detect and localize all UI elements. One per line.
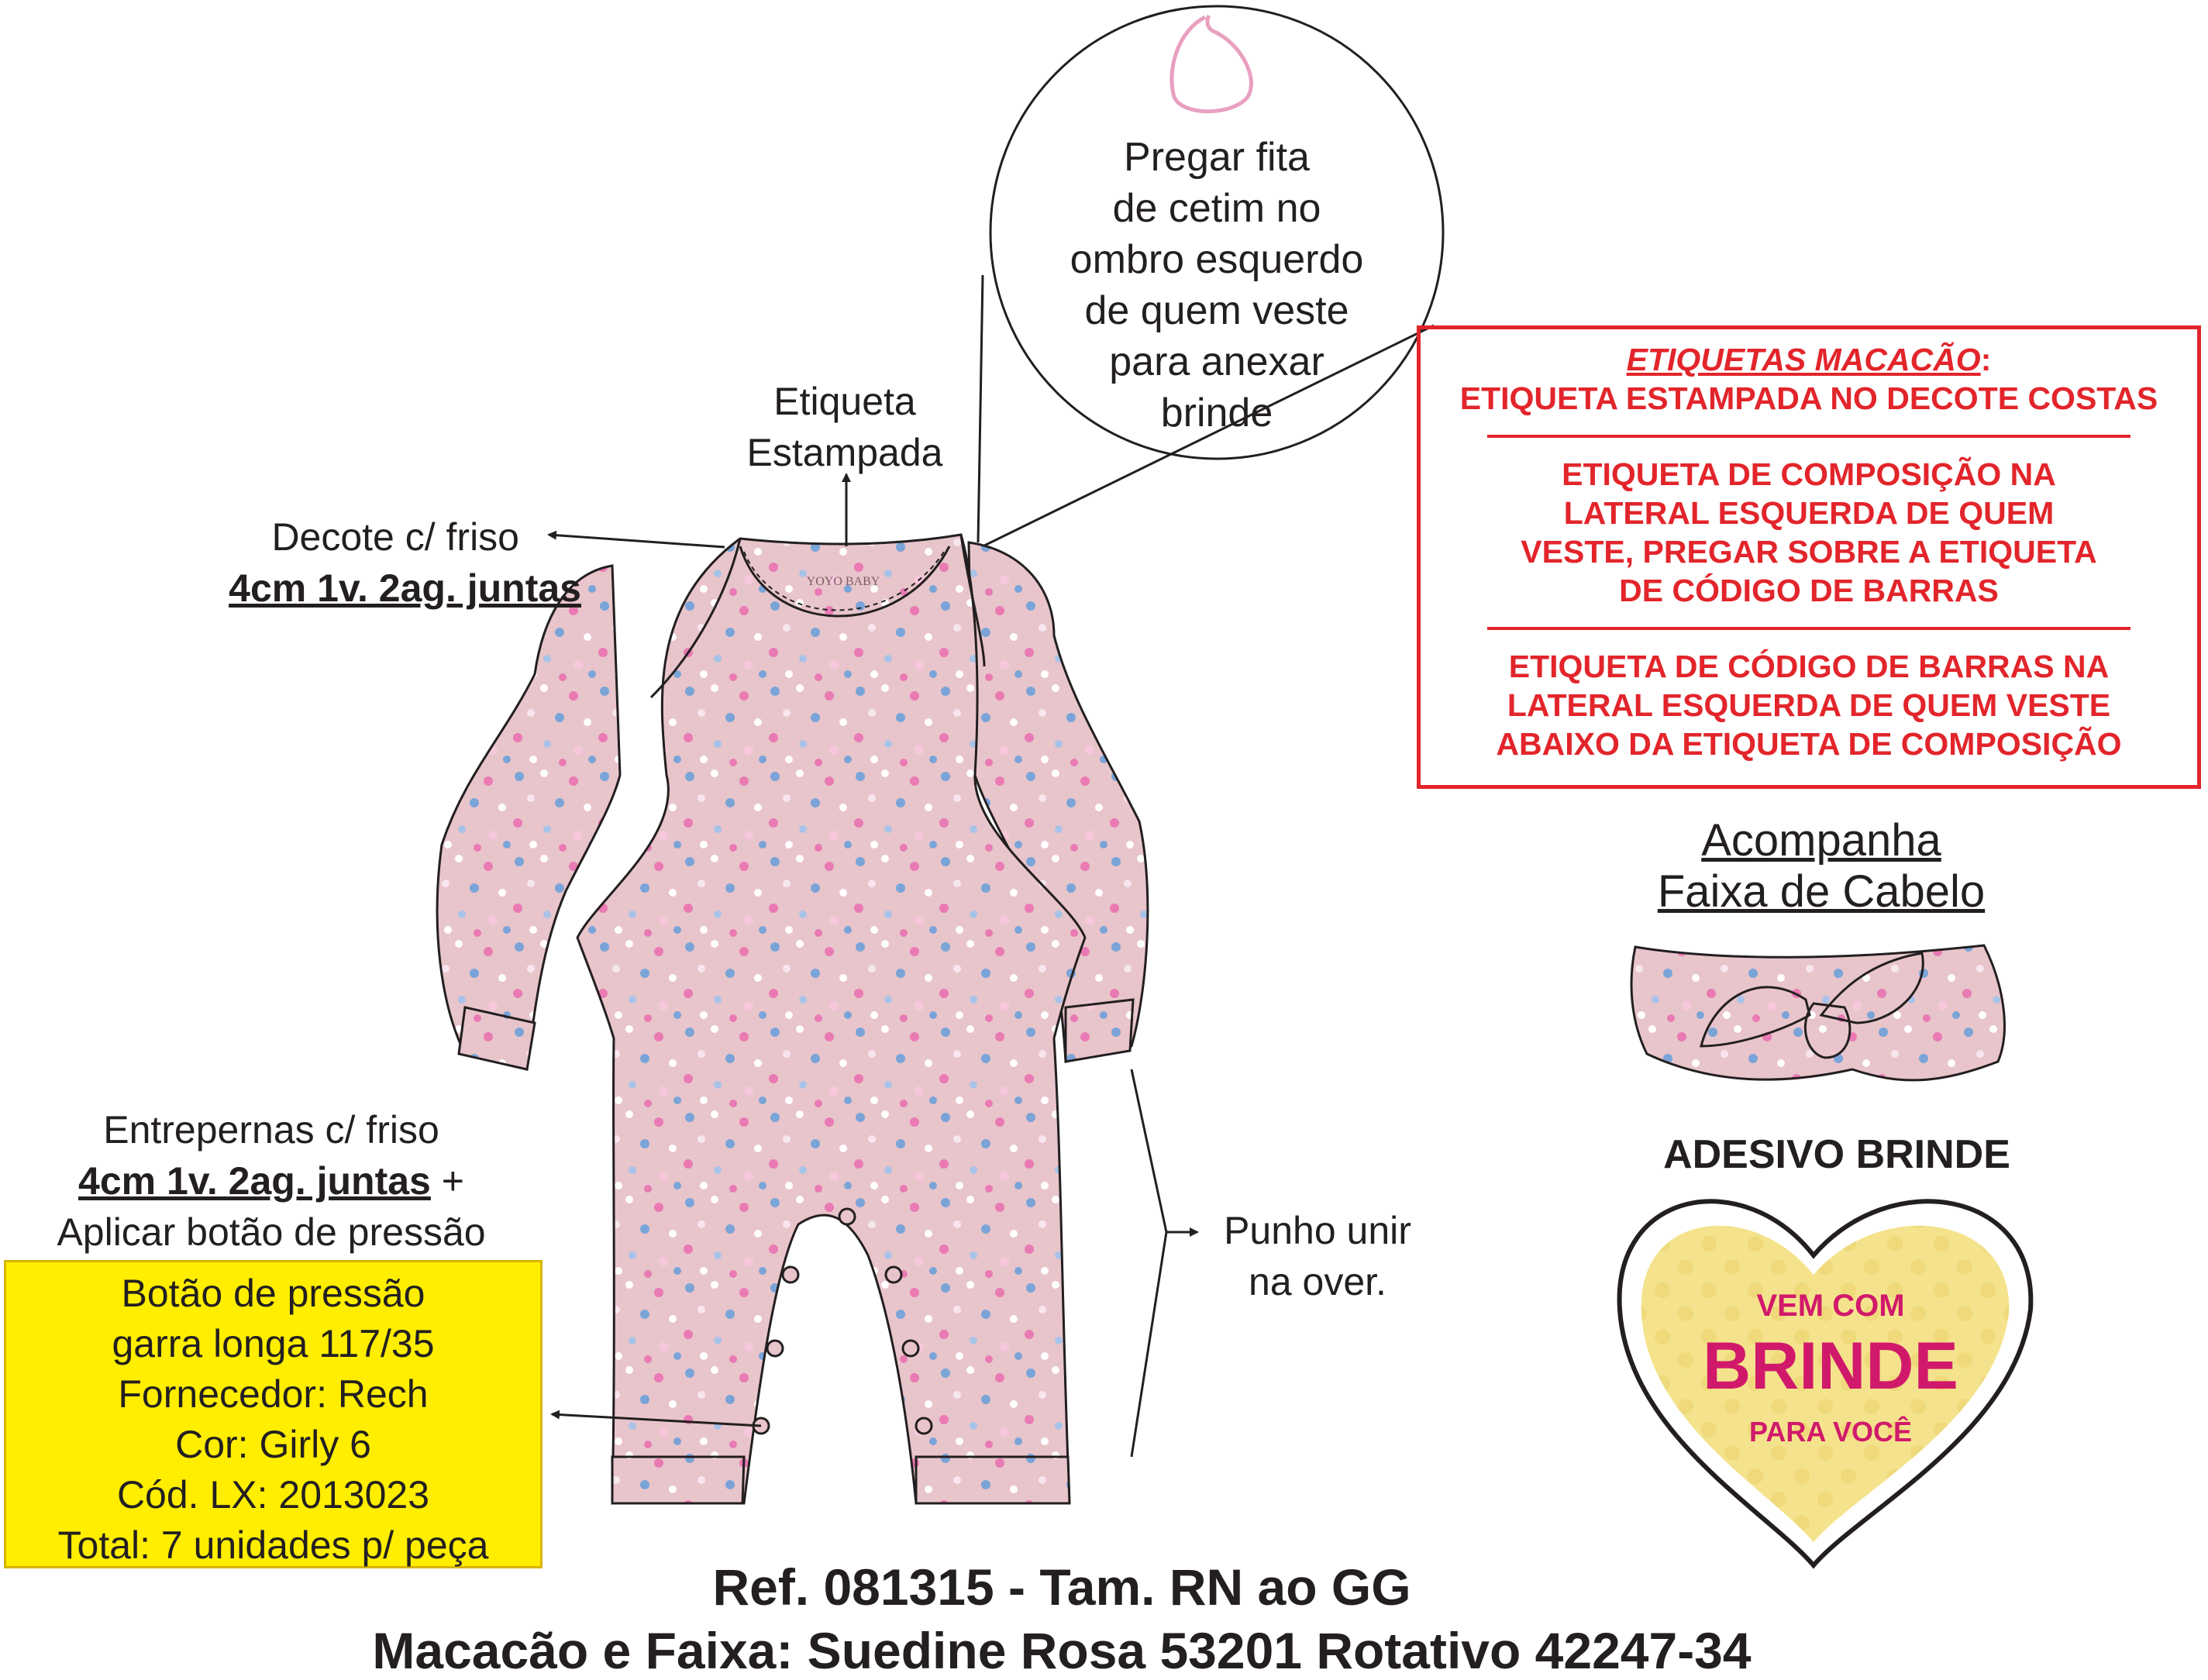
snap-spec-line: Fornecedor: Rech [118, 1372, 429, 1416]
snap-spec-box [4, 1260, 543, 1568]
labels-line1: ETIQUETA ESTAMPADA NO DECOTE COSTAS [1459, 380, 2158, 416]
cuff-line2: na over. [1249, 1260, 1386, 1303]
balloon-line: de cetim no [1112, 186, 1321, 231]
labels-title-suffix: : [1980, 342, 1992, 377]
neck-label-callout [698, 376, 992, 478]
neckline-line1: Decote c/ friso [271, 515, 519, 559]
arrow-cuff-bracket [1132, 1069, 1166, 1457]
labels-s3-line: ABAIXO DA ETIQUETA DE COMPOSIÇÃO [1496, 726, 2122, 762]
neck-label-line1: Etiqueta [773, 380, 916, 423]
crotch-line1: Entrepernas c/ friso [103, 1108, 439, 1152]
sticker-line3: PARA VOCÊ [1748, 1416, 1913, 1448]
neckline-callout [147, 511, 581, 614]
labels-instruction-box [1417, 325, 2201, 789]
labels-divider [1487, 435, 2130, 438]
snap-spec-line: Botão de pressão [121, 1272, 425, 1315]
cuff-line1: Punho unir [1224, 1209, 1411, 1252]
balloon-line: ombro esquerdo [1070, 237, 1364, 282]
labels-s3-line: ETIQUETA DE CÓDIGO DE BARRAS NA [1508, 649, 2110, 684]
reference-line: Ref. 081315 - Tam. RN ao GG [712, 1558, 1411, 1616]
headband-line2: Faixa de Cabelo [1657, 866, 1986, 917]
brand-print-text: YOYO BABY [806, 575, 880, 588]
labels-title: ETIQUETAS MACACÃO [1626, 342, 1981, 377]
sticker-line2: BRINDE [1703, 1329, 1958, 1403]
snap-spec-line: Total: 7 unidades p/ peça [57, 1523, 489, 1567]
labels-s2-line: DE CÓDIGO DE BARRAS [1619, 573, 1999, 608]
snap-spec-line: Cód. LX: 2013023 [116, 1473, 430, 1516]
jumpsuit-drawing [437, 535, 1148, 1503]
headband-line1: Acompanha [1701, 815, 1941, 866]
neck-label-line2: Estampada [746, 431, 943, 474]
balloon-line: para anexar [1109, 339, 1324, 384]
crotch-line2-bold: 4cm 1v. 2ag. juntas [78, 1159, 431, 1203]
sticker-title: ADESIVO BRINDE [1663, 1132, 2010, 1177]
balloon-line: de quem veste [1084, 288, 1349, 333]
labels-s3-line: LATERAL ESQUERDA DE QUEM VESTE [1507, 687, 2111, 723]
sticker-line1: VEM COM [1756, 1289, 1905, 1323]
snap-spec-line: Cor: Girly 6 [175, 1423, 371, 1466]
labels-divider [1487, 627, 2130, 630]
labels-s2-line: ETIQUETA DE COMPOSIÇÃO NA [1562, 456, 2056, 492]
cuff-callout [1194, 1205, 1442, 1307]
balloon-line: brinde [1160, 391, 1273, 435]
snap-spec-line: garra longa 117/35 [112, 1322, 435, 1365]
headband-title [1620, 815, 2023, 917]
fabric-line: Macacão e Faixa: Suedine Rosa 53201 Rotativo 42247-34 [372, 1622, 1752, 1679]
headband-drawing [1631, 945, 2004, 1080]
crotch-line2-rest: + [430, 1159, 464, 1203]
labels-s2-line: LATERAL ESQUERDA DE QUEM [1563, 495, 2055, 531]
neckline-line2: 4cm 1v. 2ag. juntas [229, 566, 581, 610]
crotch-callout [0, 1104, 543, 1258]
labels-s2-line: VESTE, PREGAR SOBRE A ETIQUETA [1521, 534, 2097, 570]
crotch-line3: Aplicar botão de pressão [57, 1210, 486, 1254]
balloon-note [1015, 132, 1418, 439]
balloon-line: Pregar fita [1124, 135, 1310, 180]
